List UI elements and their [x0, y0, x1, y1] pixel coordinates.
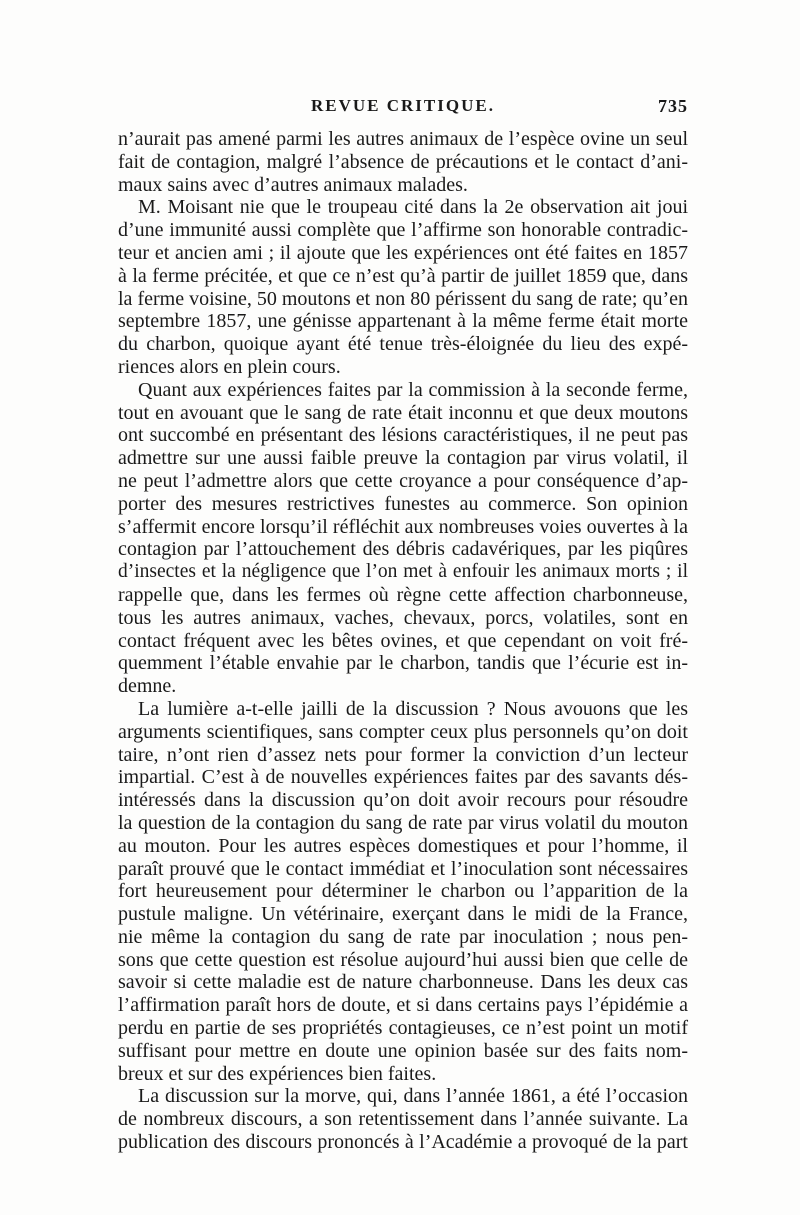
text-line: à la ferme précitée, et que ce n’est qu’à partir de juillet 1859 que, dans: [118, 264, 688, 287]
text-line: s’affermit encore lorsqu’il réfléchit aux nombreuses voies ouvertes à la: [118, 515, 688, 538]
text-line: du charbon, quoique ayant été tenue très-éloignée du lieu des expé-: [118, 333, 688, 356]
text-line: l’affirmation paraît hors de doute, et si dans certains pays l’épidémie a: [118, 994, 688, 1017]
text-line: M. Moisant nie que le troupeau cité dans la 2e observation ait joui: [138, 196, 688, 219]
text-line: nie même la contagion du sang de rate par inoculation ; nous pen-: [118, 925, 688, 948]
body-text: [118, 128, 688, 1154]
text-line: n’aurait pas amené parmi les autres animaux de l’espèce ovine un seul: [118, 128, 688, 150]
text-line: breux et sur des expériences bien faites.: [118, 1062, 437, 1085]
text-line: contagion par l’attouchement des débris cadavériques, par les piqûres: [118, 538, 688, 561]
text-line: tous les autres animaux, vaches, chevaux, porcs, volatiles, sont en: [118, 606, 688, 629]
text-line: perdu en partie de ses propriétés contagieuses, ce n’est point un motif: [118, 1017, 688, 1040]
text-line: ne peut l’admettre alors que cette croyance a pour conséquence d’ap-: [118, 469, 688, 492]
text-line: La discussion sur la morve, qui, dans l’année 1861, a été l’occasion: [138, 1085, 688, 1108]
text-line: sons que cette question est résolue aujourd’hui aussi bien que celle de: [118, 948, 688, 971]
text-line: admettre sur une aussi faible preuve la contagion par virus volatil, il: [118, 447, 688, 470]
text-line: contact fréquent avec les bêtes ovines, et que cependant on voit fré-: [118, 629, 688, 652]
text-line: teur et ancien ami ; il ajoute que les expériences ont été faites en 1857: [118, 241, 688, 264]
text-line: d’une immunité aussi complète que l’affirme son honorable contradic-: [118, 219, 688, 242]
text-line: Quant aux expériences faites par la commission à la seconde ferme,: [138, 378, 688, 401]
text-line: maux sains avec d’autres animaux malades.: [118, 173, 468, 196]
text-line: pustule maligne. Un vétérinaire, exerçant dans le midi de la France,: [118, 903, 688, 926]
text-line: fort heureusement pour déterminer le charbon ou l’apparition de la: [118, 880, 688, 903]
text-line: intéressés dans la discussion qu’on doit avoir recours pour résoudre: [118, 789, 688, 812]
running-title: REVUE CRITIQUE.: [311, 96, 495, 115]
text-line: au mouton. Pour les autres espèces domestiques et pour l’homme, il: [118, 834, 688, 857]
text-line: La lumière a-t-elle jailli de la discussion ? Nous avouons que les: [138, 697, 688, 720]
text-line: la question de la contagion du sang de rate par virus volatil du mouton: [118, 811, 688, 834]
text-line: arguments scientifiques, sans compter ceux plus personnels qu’on doit: [118, 720, 688, 743]
text-line: rappelle que, dans les fermes où règne cette affection charbonneuse,: [118, 583, 688, 606]
text-line: quemment l’étable envahie par le charbon, tandis que l’écurie est in-: [118, 652, 688, 675]
text-line: paraît prouvé que le contact immédiat et l’inoculation sont nécessaires: [118, 857, 688, 880]
page-number: 735: [658, 96, 688, 116]
text-line: publication des discours prononcés à l’Académie a provoqué de la part: [118, 1131, 688, 1154]
text-line: savoir si cette maladie est de nature charbonneuse. Dans les deux cas: [118, 971, 688, 994]
text-line: tout en avouant que le sang de rate était inconnu et que deux moutons: [118, 401, 688, 424]
text-line: de nombreux discours, a son retentissement dans l’année suivante. La: [118, 1108, 688, 1131]
text-line: impartial. C’est à de nouvelles expériences faites par des savants dés-: [118, 766, 688, 789]
text-line: suffisant pour mettre en doute une opinion basée sur des faits nom-: [118, 1039, 688, 1062]
text-line: septembre 1857, une génisse appartenant à la même ferme était morte: [118, 310, 688, 333]
text-line: ont succombé en présentant des lésions caractéristiques, il ne peut pas: [118, 424, 688, 447]
text-line: la ferme voisine, 50 moutons et non 80 périssent du sang de rate; qu’en: [118, 287, 688, 310]
text-line: porter des mesures restrictives funestes au commerce. Son opinion: [118, 492, 688, 515]
text-line: riences alors en plein cours.: [118, 355, 341, 378]
text-line: fait de contagion, malgré l’absence de précautions et le contact d’ani-: [118, 150, 688, 173]
text-line: d’insectes et la négligence que l’on met à enfouir les animaux morts ; il: [118, 561, 688, 583]
text-line: demne.: [118, 675, 177, 698]
text-line: taire, n’ont rien d’assez nets pour former la conviction d’un lecteur: [118, 743, 688, 766]
running-head: [118, 96, 688, 122]
